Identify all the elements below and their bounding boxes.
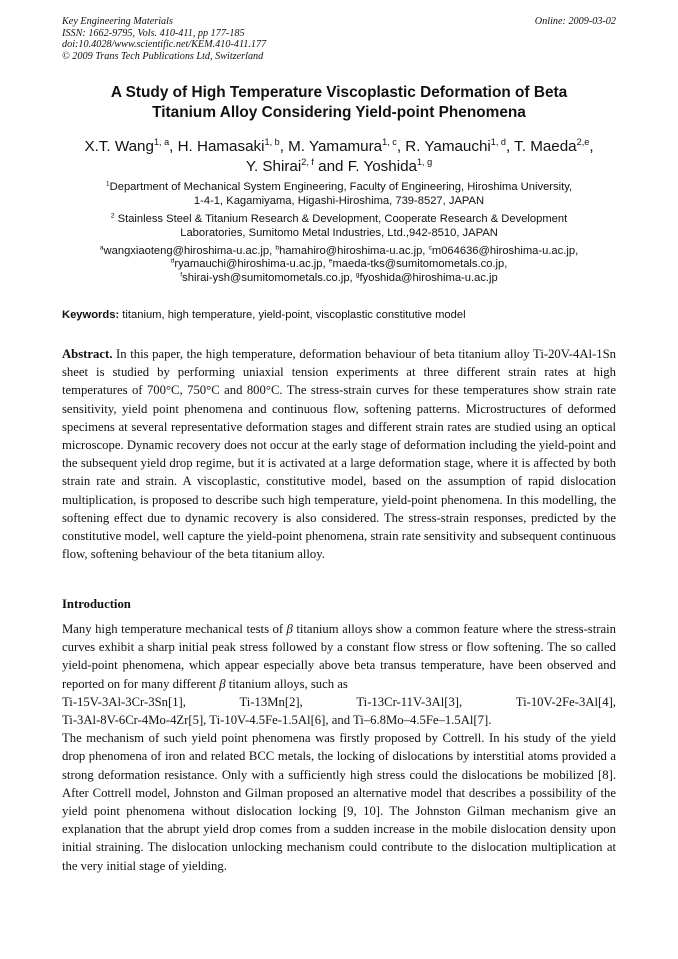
affiliation-marker: 2 xyxy=(110,212,115,220)
email-list xyxy=(62,245,616,285)
journal-header xyxy=(62,16,616,62)
section-heading-introduction: Introduction xyxy=(62,597,131,611)
intro-paragraph-1-end: Ti-3Al-8V-6Cr-4Mo-4Zr[5], Ti-10V-4.5Fe-1.5Al[6], and Ti–6.8Mo–4.5Fe–1.5Al[7]. xyxy=(62,713,492,728)
alloy-reference: Ti-15V-3Al-3Cr-3Sn[1], xyxy=(62,694,186,709)
email-marker: g xyxy=(355,270,360,278)
alloy-reference: Ti-10V-2Fe-3Al[4], xyxy=(515,694,616,709)
affiliation-text: Department of Mechanical System Engineering, Faculty of Engineering, Hiroshima University, xyxy=(109,181,573,193)
email-marker: b xyxy=(275,244,280,252)
alloy-reference: Ti-13Cr-11V-3Al[3], xyxy=(356,694,463,709)
email-link[interactable]: shirai-ysh@sumitomometals.co.jp, xyxy=(182,271,356,284)
author-affiliation-marker: 1, a xyxy=(153,136,170,147)
paragraph-text: titanium alloys, such as xyxy=(225,676,348,691)
affiliation-marker: 1 xyxy=(105,180,110,188)
keywords-label: Keywords: xyxy=(62,309,120,321)
author-separator: , xyxy=(589,138,594,155)
email-link[interactable]: wangxiaoteng@hiroshima-u.ac.jp, xyxy=(103,245,276,257)
beta-symbol: β xyxy=(219,676,226,691)
author-name: Y. Shirai xyxy=(245,158,302,175)
affiliation-2 xyxy=(62,213,616,241)
paragraph-text: Many high temperature mechanical tests of xyxy=(62,622,287,636)
email-link[interactable]: hamahiro@hiroshima-u.ac.jp, xyxy=(279,245,429,257)
author-affiliation-marker: 1, b xyxy=(264,136,280,147)
abstract-label: Abstract. xyxy=(62,347,113,361)
email-link[interactable]: fyoshida@hiroshima-u.ac.jp xyxy=(359,271,498,284)
email-marker: d xyxy=(170,257,175,265)
author-name: , M. Yamamura xyxy=(279,138,383,155)
beta-symbol: β xyxy=(286,622,293,636)
email-marker: a xyxy=(99,244,104,252)
abstract xyxy=(62,345,616,563)
abstract-text: In this paper, the high temperature, deformation behaviour of beta titanium alloy Ti-20V-4Al-1Sn sheet is studied by performing uniaxial tension experiments at three different strain rates at high temperatures of 700°C, 750°C and 800°C. The stress-strain curves for these temperatures show strain rate sensitivity, yield point phenomena and continuous flow, softening patterns. Microstructures of deformed specimens at several representative deformation stages and different strain rates are studied using an optical microscope. Dynamic recovery does not occur at the early stage of deformation including the yield-point and the subsequent yield drop regime, but it is activated at a large deformation stage, where it is affected by both strain rate and strain. A viscoplastic, constitutive model, based on the assumption of rapid dislocation multiplication, is proposed to describe such high temperature, yield-point phenomena. In this modelling, the softening effect due to dynamic recovery is also considered. The stress-strain responses, predicted by the constitutive model, well capture the yield-point phenomena, strain rate sensitivity and subsequent continuous flow, softening behaviour of the beta titanium alloy. xyxy=(62,347,616,562)
copyright-line: © 2009 Trans Tech Publications Ltd, Switzerland xyxy=(62,50,264,62)
email-link[interactable]: maeda-tks@sumitomometals.co.jp, xyxy=(332,258,508,271)
keywords-text: titanium, high temperature, yield-point, viscoplastic constitutive model xyxy=(119,309,466,321)
online-date: Online: 2009-03-02 xyxy=(534,16,616,27)
alloy-reference: Ti-13Mn[2], xyxy=(239,694,303,709)
author-affiliation-marker: 2,e xyxy=(576,136,590,147)
paper-title xyxy=(62,83,616,123)
authors-line-1 xyxy=(62,137,616,157)
email-marker: e xyxy=(328,257,333,265)
issn-line: ISSN: 1662-9795, Vols. 410-411, pp 177-185 xyxy=(62,27,245,39)
affiliation-text: 1-4-1, Kagamiyama, Higashi-Hiroshima, 739-8527, JAPAN xyxy=(193,194,485,207)
keywords xyxy=(62,308,616,322)
intro-paragraph-1 xyxy=(62,620,616,693)
email-marker: c xyxy=(428,244,432,252)
affiliation-text: Stainless Steel & Titanium Research & Development, Cooperate Research & Development xyxy=(114,213,568,225)
author-affiliation-marker: 1, c xyxy=(382,136,397,147)
journal-name: Key Engineering Materials xyxy=(62,16,173,27)
affiliation-text: Laboratories, Sumitomo Metal Industries, Ltd.,942-8510, JAPAN xyxy=(180,226,498,239)
author-affiliation-marker: 2, f xyxy=(301,156,314,167)
authors-line-2 xyxy=(62,157,616,177)
title-line-1: A Study of High Temperature Viscoplastic Deformation of Beta xyxy=(110,84,568,101)
affiliation-1 xyxy=(62,181,616,209)
author-name: X.T. Wang xyxy=(84,138,154,155)
paragraph-text: titanium alloys show a common feature where the stress-strain curves exhibit a sharp initial peak stress followed by a constant flow stress or flow softening. The so called yield-point phenomena, which appear especially above beta transus temperature, have been observed and reported on for many different xyxy=(62,622,616,691)
alloy-list-row xyxy=(62,693,616,711)
author-affiliation-marker: 1, d xyxy=(490,136,506,147)
email-link[interactable]: m064636@hiroshima-u.ac.jp, xyxy=(431,245,579,257)
author-list xyxy=(62,137,616,177)
author-name: , R. Yamauchi xyxy=(396,138,491,155)
intro-paragraph-2: The mechanism of such yield point phenomena was firstly proposed by Cottrell. In his study of the yield drop phenomena of iron and related BCC metals, the locking of dislocations by interstitial atoms provided a strong deformation resistance. Only with a sufficiently high stress could the dislocations be mobilized [8]. After Cottrell model, Johnston and Gilman proposed an alternative model that describes a possibility of the yield point phenomena without dislocation locking [9, 10]. The Johnston Gilman mechanism give an explanation that the abrupt yield drop comes from a sudden increase in the mobile dislocation density upon initial straining. The dislocation unlocking mechanism could contribute to the dislocation multiplication at the very initial stage of yielding. xyxy=(62,731,616,873)
title-line-2: Titanium Alloy Considering Yield-point Phenomena xyxy=(152,104,526,121)
introduction-body xyxy=(62,620,616,875)
author-name: , T. Maeda xyxy=(506,138,577,155)
author-name: , H. Hamasaki xyxy=(169,138,265,155)
email-marker: f xyxy=(180,270,183,278)
email-link[interactable]: ryamauchi@hiroshima-u.ac.jp, xyxy=(174,258,329,271)
doi-line: doi:10.4028/www.scientific.net/KEM.410-411.177 xyxy=(62,39,267,51)
author-name: and F. Yoshida xyxy=(313,158,417,175)
author-affiliation-marker: 1, g xyxy=(416,156,433,167)
